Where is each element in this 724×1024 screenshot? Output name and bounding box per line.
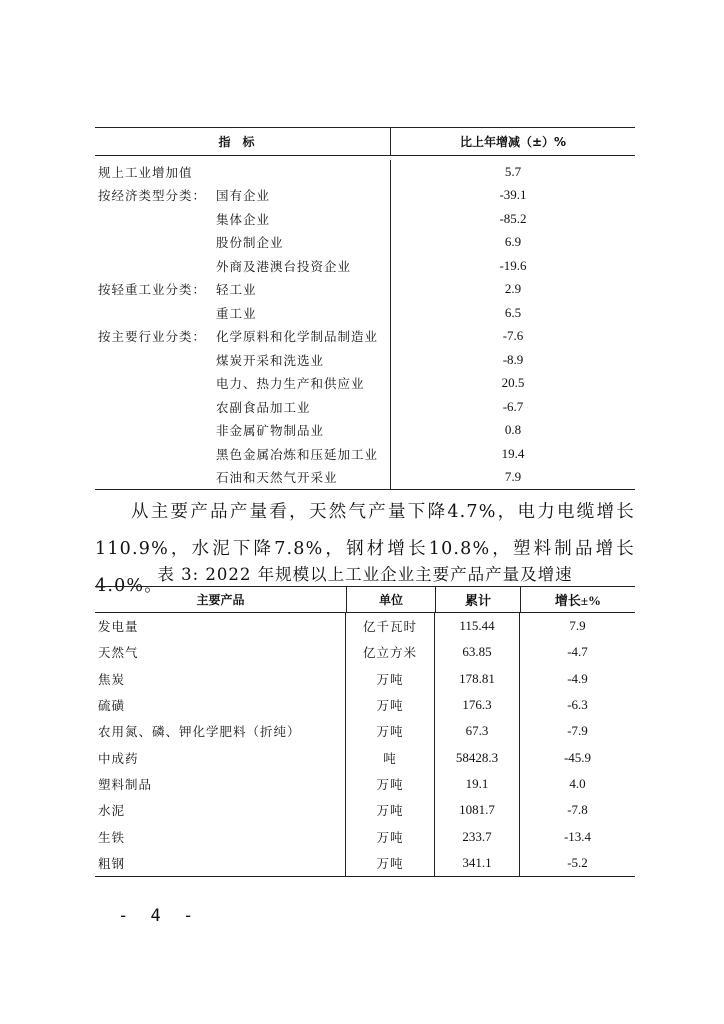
change-value: -19.6: [499, 257, 527, 273]
unit-cell: 万吨: [346, 771, 435, 797]
table-body: [95, 613, 635, 876]
change-value: 2.9: [504, 281, 522, 297]
product-cell: 生铁: [95, 823, 346, 849]
indicator-cell: [95, 442, 391, 466]
change-value: 5.7: [504, 163, 522, 179]
product-cell: 水泥: [95, 797, 346, 823]
header-product: 主要产品: [95, 587, 347, 612]
indicator-cell: [95, 348, 391, 372]
item-label: 股份制企业: [216, 235, 284, 251]
total-cell: 63.85: [435, 639, 520, 665]
change-value: -85.2: [499, 210, 527, 226]
unit-cell: 万吨: [346, 823, 435, 849]
change-value: -6.7: [502, 398, 524, 414]
change-value: 0.8: [504, 422, 522, 438]
indicator-cell: [95, 254, 391, 278]
table-row: [95, 466, 635, 490]
table-row: [95, 395, 635, 419]
header-growth: 增长±%: [554, 593, 602, 608]
total-cell: 67.3: [435, 718, 520, 744]
total-cell: 341.1: [435, 850, 520, 876]
item-label: 农副食品加工业: [216, 399, 311, 415]
group-label: 按经济类型分类：: [98, 188, 207, 204]
indicator-cell: [95, 231, 391, 255]
unit-cell: 万吨: [346, 850, 435, 876]
table-row: [95, 771, 635, 797]
table-row: [95, 207, 635, 231]
growth-cell: -7.8: [567, 802, 588, 818]
unit-cell: 吨: [346, 744, 435, 770]
change-value: -7.6: [502, 328, 524, 344]
indicator-cell: [95, 278, 391, 302]
indicator-cell: [95, 184, 391, 208]
table-row: [95, 613, 635, 639]
table-row: [95, 744, 635, 770]
item-label: 黑色金属冶炼和压延加工业: [216, 446, 379, 462]
header-unit: 单位: [347, 587, 436, 612]
body-paragraph: 从主要产品产量看，天然气产量下降4.7%，电力电缆增长110.9%，水泥下降7.8%，钢材增长10.8%，塑料制品增长4.0%。: [95, 502, 635, 596]
unit-cell: 亿立方米: [346, 639, 435, 665]
table-row: [95, 372, 635, 396]
product-cell: 发电量: [95, 613, 346, 639]
item-label: 电力、热力生产和供应业: [216, 376, 365, 392]
product-cell: 中成药: [95, 744, 346, 770]
item-label: 煤炭开采和洗选业: [216, 352, 325, 368]
item-label: 石油和天然气开采业: [216, 470, 338, 486]
indicator-cell: [95, 160, 391, 184]
total-cell: 178.81: [435, 666, 520, 692]
indicator-cell: [95, 372, 391, 396]
growth-cell: -5.2: [567, 854, 588, 870]
total-cell: 115.44: [435, 613, 520, 639]
product-cell: 天然气: [95, 639, 346, 665]
product-cell: 粗钢: [95, 850, 346, 876]
indicator-cell: [95, 207, 391, 231]
change-value: 20.5: [501, 375, 525, 391]
header-indicator: 指标: [95, 128, 391, 155]
table-caption: 表 3: 2022 年规模以上工业企业主要产品产量及增速: [157, 565, 573, 584]
table-row: [95, 348, 635, 372]
table-row: [95, 639, 635, 665]
change-value: -39.1: [499, 187, 527, 203]
table-row: [95, 231, 635, 255]
group-label: 规上工业增加值: [98, 164, 193, 180]
table-row: [95, 301, 635, 325]
change-value: 19.4: [501, 445, 525, 461]
change-value: 6.9: [504, 234, 522, 250]
growth-cell: -4.7: [567, 644, 588, 660]
total-cell: 1081.7: [435, 797, 520, 823]
table-row: [95, 850, 635, 876]
table-header: [95, 587, 635, 613]
table-row: [95, 823, 635, 849]
item-label: 非金属矿物制品业: [216, 423, 325, 439]
table-row: [95, 718, 635, 744]
product-cell: 农用氮、磷、钾化学肥料（折纯）: [95, 718, 346, 744]
table-row: [95, 692, 635, 718]
group-label: 按轻重工业分类：: [98, 282, 207, 298]
total-cell: 233.7: [435, 823, 520, 849]
table-row: [95, 797, 635, 823]
table-row: [95, 254, 635, 278]
item-label: 外商及港澳台投资企业: [216, 258, 352, 274]
unit-cell: 万吨: [346, 718, 435, 744]
indicator-cell: [95, 395, 391, 419]
change-value: 6.5: [504, 304, 522, 320]
table-header: [95, 128, 635, 156]
table-row: [95, 419, 635, 443]
unit-cell: 亿千瓦时: [346, 613, 435, 639]
total-cell: 176.3: [435, 692, 520, 718]
header-total: 累计: [436, 587, 521, 612]
item-label: 轻工业: [216, 282, 257, 298]
item-label: 集体企业: [216, 211, 271, 227]
indicator-cell: [95, 419, 391, 443]
growth-cell: -7.9: [567, 723, 588, 739]
total-cell: 58428.3: [435, 744, 520, 770]
total-cell: 19.1: [435, 771, 520, 797]
group-label: 按主要行业分类：: [98, 329, 207, 345]
product-output-table: [95, 586, 635, 877]
product-cell: 焦炭: [95, 666, 346, 692]
unit-cell: 万吨: [346, 692, 435, 718]
table-body: [95, 156, 635, 489]
table-row: [95, 442, 635, 466]
item-label: 化学原料和化学制品制造业: [216, 329, 379, 345]
growth-cell: -45.9: [563, 749, 592, 765]
industry-growth-table: [95, 127, 635, 490]
table-row: [95, 666, 635, 692]
unit-cell: 万吨: [346, 797, 435, 823]
header-change: 比上年增减（±）%: [459, 135, 567, 149]
table-row: [95, 325, 635, 349]
item-label: 国有企业: [216, 188, 271, 204]
indicator-cell: [95, 301, 391, 325]
growth-cell: -4.9: [567, 670, 588, 686]
indicator-cell: [95, 466, 391, 490]
item-label: 重工业: [216, 305, 257, 321]
table-row: [95, 156, 635, 184]
table-row: [95, 184, 635, 208]
indicator-cell: [95, 325, 391, 349]
product-cell: 硫磺: [95, 692, 346, 718]
unit-cell: 万吨: [346, 666, 435, 692]
growth-cell: 7.9: [569, 618, 586, 634]
change-value: 7.9: [504, 469, 522, 485]
product-cell: 塑料制品: [95, 771, 346, 797]
growth-cell: -6.3: [567, 697, 588, 713]
growth-cell: -13.4: [563, 828, 592, 844]
table-row: [95, 278, 635, 302]
page-number: - 4 -: [118, 906, 200, 926]
growth-cell: 4.0: [569, 775, 586, 791]
change-value: -8.9: [502, 351, 524, 367]
